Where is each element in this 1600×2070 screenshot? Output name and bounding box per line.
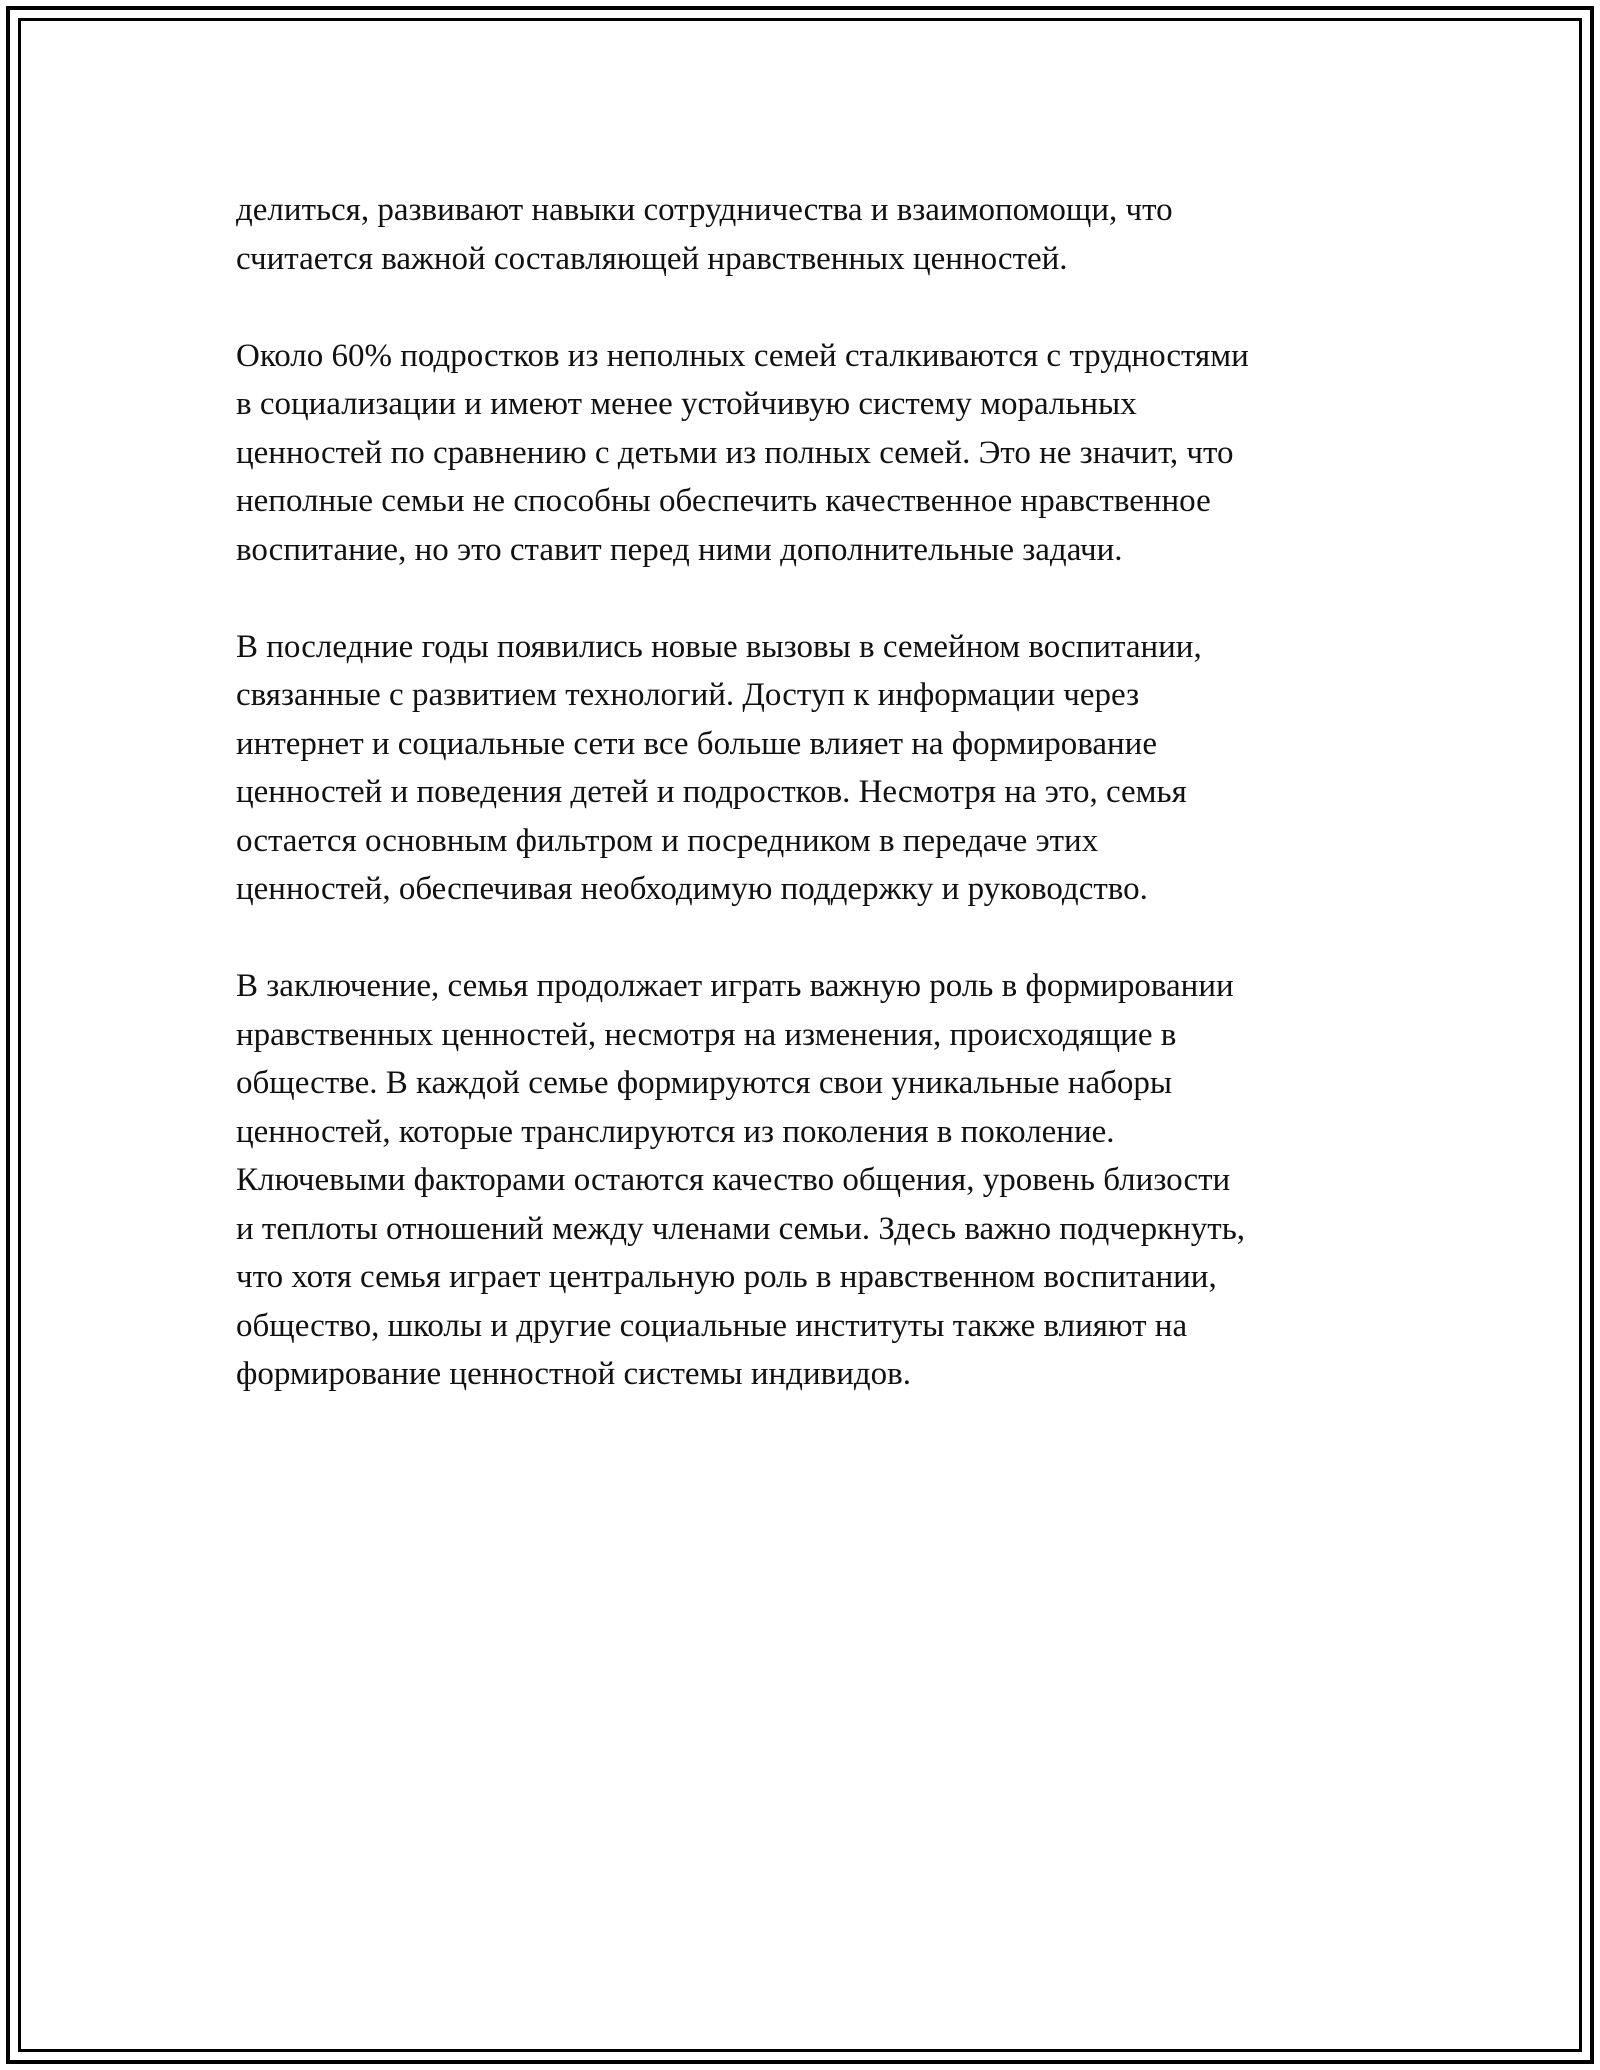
text-line: обществе. В каждой семье формируются свои уникальные наборы [236,1065,1173,1101]
text-line: ценностей, которые транслируются из поколения в поколение. [236,1113,1115,1150]
text-line: неполные семьи не способны обеспечить качественное нравственное [236,483,1211,519]
text-line: формирование ценностной системы индивидов. [236,1356,911,1392]
text-line: воспитание, но это ставит перед ними дополнительные задачи. [236,531,1123,568]
text-line: остается основным фильтром и посредником в передаче этих [236,822,1099,859]
text-line: Ключевыми факторами остаются качество общения, уровень близости [236,1162,1231,1198]
text-line: делиться, развивают навыки сотрудничества и взаимопомощи, что [236,192,1173,228]
text-line: В последние годы появились новые вызовы в семейном воспитании, [236,628,1202,665]
paragraph [236,623,1376,914]
text-line: в социализации и имеют менее устойчивую систему моральных [236,386,1137,422]
text-line: ценностей, обеспечивая необходимую поддержку и руководство. [236,871,1148,907]
text-line: что хотя семья играет центральную роль в нравственном воспитании, [236,1259,1217,1295]
text-line: Около 60% подростков из неполных семей сталкиваются с трудностями [236,337,1249,374]
text-line: общество, школы и другие социальные институты также влияют на [236,1307,1188,1344]
text-line: считается важной составляющей нравственных ценностей. [236,240,1068,277]
text-line: связанные с развитием технологий. Доступ к информации через [236,677,1140,713]
text-line: ценностей по сравнению с детьми из полных семей. Это не значит, что [236,434,1234,471]
text-line: интернет и социальные сети все больше влияет на формирование [236,725,1157,762]
paragraph [236,962,1376,1399]
paragraph [236,186,1376,283]
text-line: и теплоты отношений между членами семьи. Здесь важно подчеркнуть, [236,1210,1245,1247]
text-line: нравственных ценностей, несмотря на изменения, происходящие в [236,1016,1177,1053]
text-line: ценностей и поведения детей и подростков. Несмотря на это, семья [236,774,1187,810]
document-body [236,186,1376,1447]
paragraph [236,332,1376,575]
text-line: В заключение, семья продолжает играть важную роль в формировании [236,968,1234,1004]
